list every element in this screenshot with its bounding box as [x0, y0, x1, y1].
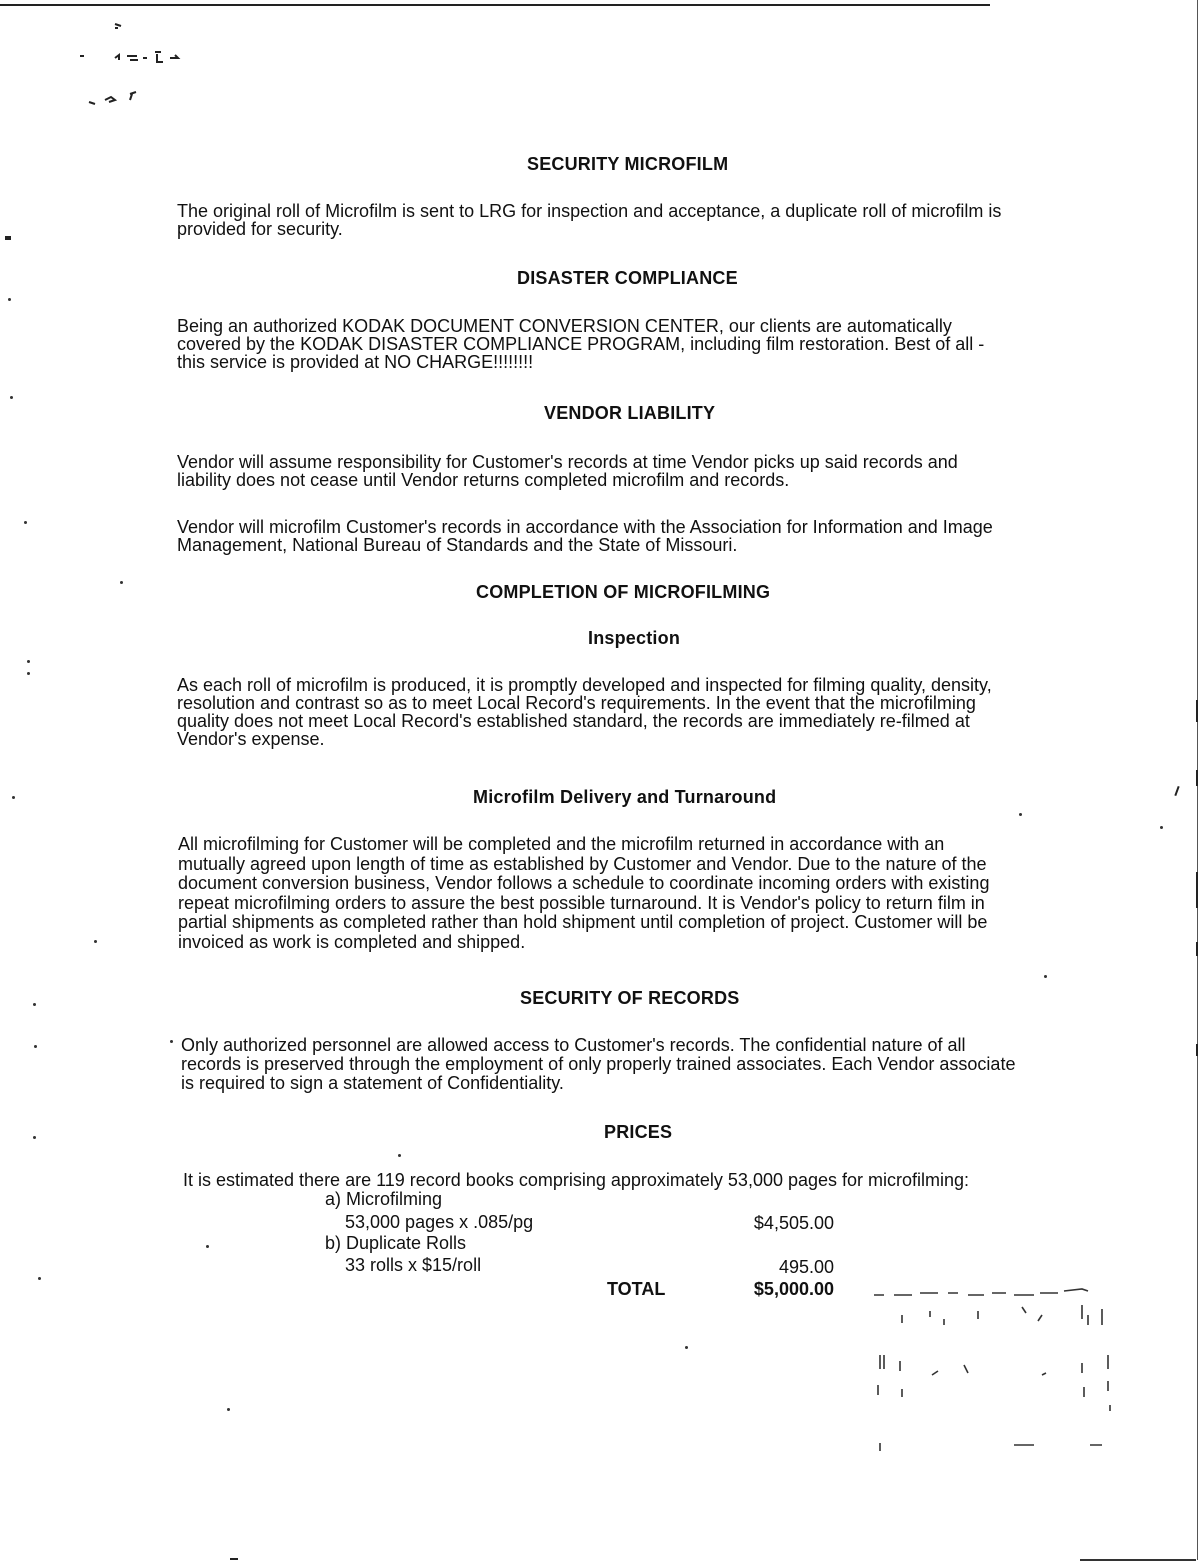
paragraph-vendor-liability-2	[177, 518, 1107, 554]
scan-border-bottom	[1080, 1559, 1196, 1561]
text-line: Vendor will assume responsibility for Customer's records at time Vendor picks up said records and	[177, 452, 958, 472]
scan-mark	[5, 236, 11, 240]
price-item-b-amount: 495.00	[778, 1257, 834, 1277]
scan-mark	[1196, 770, 1198, 786]
heading-prices: PRICES	[604, 1122, 673, 1142]
text-line: invoiced as work is completed and shipped.	[178, 931, 526, 952]
scan-dot	[12, 796, 15, 799]
scan-mark	[1196, 942, 1198, 956]
scan-dot	[27, 672, 30, 675]
scan-dot	[27, 660, 30, 663]
heading-security-microfilm: SECURITY MICROFILM	[527, 154, 729, 174]
paragraph-vendor-liability-1	[177, 453, 1107, 489]
price-total-amount: $5,000.00	[753, 1279, 834, 1299]
scan-dot	[120, 581, 123, 584]
scan-dot	[170, 1040, 173, 1043]
scan-dot	[38, 1277, 41, 1280]
text-line: partial shipments as completed rather than hold shipment until completion of project. Customer will be	[178, 912, 988, 932]
paragraph-security-microfilm	[177, 202, 1107, 238]
text-line: Only authorized personnel are allowed access to Customer's records. The confidential nature of all	[181, 1035, 966, 1055]
paragraph-security-of-records	[181, 1036, 1111, 1093]
scan-mark	[1196, 1044, 1198, 1056]
heading-security-of-records: SECURITY OF RECORDS	[520, 988, 740, 1008]
scan-dot	[33, 1136, 36, 1139]
heading-completion-of-microfilming: COMPLETION OF MICROFILMING	[476, 582, 771, 602]
scan-dot	[33, 1003, 36, 1006]
text-line: The original roll of Microfilm is sent to LRG for inspection and acceptance, a duplicate roll of microfilm is	[177, 201, 1002, 221]
text-line: Vendor will microfilm Customer's records in accordance with the Association for Information and Image	[177, 517, 993, 537]
subheading-delivery-turnaround: Microfilm Delivery and Turnaround	[473, 787, 777, 807]
scan-dot	[1160, 826, 1163, 829]
scan-dot	[1019, 813, 1022, 816]
scan-dot	[206, 1245, 209, 1248]
text-line: provided for security.	[177, 219, 343, 239]
scan-dot	[34, 1045, 37, 1048]
text-line: document conversion business, Vendor follows a schedule to coordinate incoming orders with existing	[178, 873, 990, 893]
text-line: All microfilming for Customer will be completed and the microfilm returned in accordance with an	[178, 834, 945, 854]
scan-dot	[8, 298, 11, 301]
text-line: records is preserved through the employment of only properly trained associates. Each Vendor associate	[181, 1054, 1016, 1074]
price-total-label: TOTAL	[607, 1279, 666, 1299]
text-line: this service is provided at NO CHARGE!!!!!!!!	[177, 352, 534, 372]
text-line: liability does not cease until Vendor returns completed microfilm and records.	[177, 470, 790, 490]
heading-vendor-liability: VENDOR LIABILITY	[544, 403, 716, 423]
text-line: Being an authorized KODAK DOCUMENT CONVERSION CENTER, our clients are automatically	[177, 316, 952, 336]
text-line: Management, National Bureau of Standards and the State of Missouri.	[177, 535, 738, 555]
text-line: is required to sign a statement of Confidentiality.	[181, 1073, 564, 1093]
scan-dot	[94, 940, 97, 943]
scan-dot	[10, 396, 13, 399]
faint-stamp-mark	[872, 1285, 1112, 1455]
paragraph-disaster-compliance	[177, 317, 1107, 371]
subheading-inspection: Inspection	[588, 628, 681, 648]
scan-dot	[227, 1408, 230, 1411]
text-line: As each roll of microfilm is produced, it is promptly developed and inspected for filming quality, density,	[177, 675, 992, 695]
price-item-a-label: a) Microfilming	[325, 1189, 443, 1209]
paragraph-inspection	[177, 676, 1107, 748]
text-line: mutually agreed upon length of time as established by Customer and Vendor. Due to the nature of the	[178, 853, 987, 874]
paragraph-delivery-turnaround	[178, 835, 1108, 952]
text-line: Vendor's expense.	[177, 729, 325, 749]
price-item-a-detail: 53,000 pages x .085/pg	[345, 1212, 534, 1232]
scan-mark	[1196, 700, 1198, 722]
scan-artifacts-top-left	[75, 18, 215, 118]
scan-dot	[24, 521, 27, 524]
scan-mark	[1174, 786, 1179, 796]
scan-dot	[398, 1154, 401, 1157]
text-line: covered by the KODAK DISASTER COMPLIANCE PROGRAM, including film restoration. Best of all -	[177, 334, 985, 354]
scan-dot	[685, 1346, 688, 1349]
text-line: repeat microfilming orders to assure the best possible turnaround. It is Vendor's policy to return film in	[178, 892, 985, 913]
scan-mark	[230, 1558, 238, 1560]
price-item-a-amount: $4,505.00	[753, 1213, 834, 1233]
text-line: resolution and contrast so as to meet Local Record's requirements. In the event that the microfilming	[177, 693, 976, 713]
scan-mark	[1196, 872, 1198, 908]
scan-border-top	[0, 4, 990, 6]
prices-intro: It is estimated there are 119 record books comprising approximately 53,000 pages for microfilming:	[183, 1170, 970, 1190]
price-item-b-detail: 33 rolls x $15/roll	[345, 1255, 482, 1275]
scan-dot	[1044, 975, 1047, 978]
text-line: quality does not meet Local Record's established standard, the records are immediately re-filmed at	[177, 711, 970, 731]
price-item-b-label: b) Duplicate Rolls	[325, 1233, 467, 1253]
heading-disaster-compliance: DISASTER COMPLIANCE	[517, 268, 738, 288]
